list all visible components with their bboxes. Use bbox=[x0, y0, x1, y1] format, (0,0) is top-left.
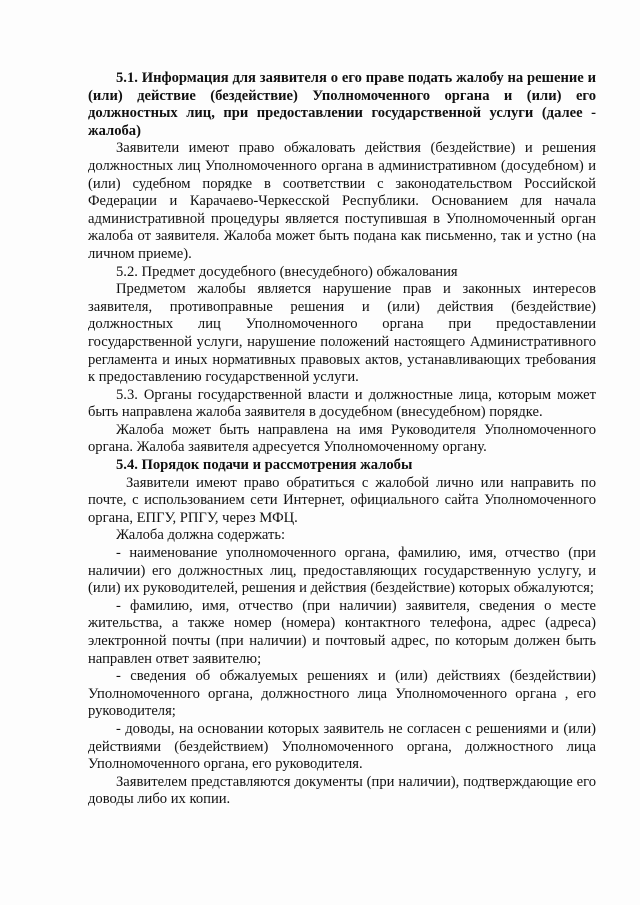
section-5-4-paragraph: Заявители имеют право обратиться с жалобой лично или направить по почте, с использованием сети Интернет, официального сайта Уполномоченного органа, ЕПГУ, РПГУ, через МФЦ. bbox=[88, 474, 596, 526]
section-5-1-paragraph: Заявители имеют право обжаловать действия (бездействие) и решения должностных лиц Уполномоченного органа в административном (досудебном) и (или) судебном порядке в соответствии с законодательством Российской Федерации и Карачаево-Черкесской Республики. Основанием для начала административной процедуры является поступившая в Уполномоченный орган жалоба от заявителя. Жалоба может быть подана как письменно, так и устно (на личном приеме). bbox=[88, 140, 596, 262]
complaint-contents-intro: Жалоба должна содержать: bbox=[116, 527, 286, 544]
section-5-3-paragraph: 5.3. Органы государственной власти и должностные лица, которым может быть направлена жалоба заявителя в досудебном (внесудебном) порядке. bbox=[88, 386, 596, 421]
complaint-requirement-item: - фамилию, имя, отчество (при наличии) заявителя, сведения о месте жительства, а также номер (номера) контактного телефона, адрес (адреса) электронной почты (при наличии) и почтовый адрес, по которым должен быть направлен ответ заявителю; bbox=[88, 597, 596, 667]
section-5-1-heading: 5.1. Информация для заявителя о его праве подать жалобу на решение и (или) действие (бездействие) Уполномоченного органа и (или) его должностных лиц, при предоставлении государственной услуги (далее - жалоба) bbox=[88, 70, 596, 139]
complaint-requirement-item: - наименование уполномоченного органа, фамилию, имя, отчество (при наличии) его должностных лиц, предоставляющих государственную услугу, и (или) их руководителей, решения и действия (бездействие) которых обжалуются; bbox=[88, 545, 596, 597]
document-body bbox=[88, 70, 596, 809]
complaint-requirement-item: - доводы, на основании которых заявитель не согласен с решениями и (или) действиями (бездействием) Уполномоченного органа, должностного лица Уполномоченного органа, его руководителя. bbox=[88, 720, 596, 773]
documents-closing-paragraph: Заявителем представляются документы (при наличии), подтверждающие его доводы либо их копии. bbox=[88, 773, 596, 808]
section-5-4-heading: 5.4. Порядок подачи и рассмотрения жалобы bbox=[116, 457, 413, 474]
section-5-2-heading: 5.2. Предмет досудебного (внесудебного) обжалования bbox=[116, 263, 458, 280]
complaint-requirement-item: - сведения об обжалуемых решениях и (или) действиях (бездействии) Уполномоченного органа, должностного лица Уполномоченного органа , его руководителя; bbox=[88, 668, 596, 720]
section-5-2-paragraph: Предметом жалобы является нарушение прав и законных интересов заявителя, противоправные решения и (или) действия (бездействие) должностных лиц Уполномоченного органа при предоставлении государственной услуги, нарушение положений настоящего Административного регламента и иных нормативных правовых актов, устанавливающих требования к предоставлению государственной услуги. bbox=[88, 281, 596, 386]
section-5-3-recipient-paragraph: Жалоба может быть направлена на имя Руководителя Уполномоченного органа. Жалоба заявителя адресуется Уполномоченному органу. bbox=[88, 421, 596, 456]
